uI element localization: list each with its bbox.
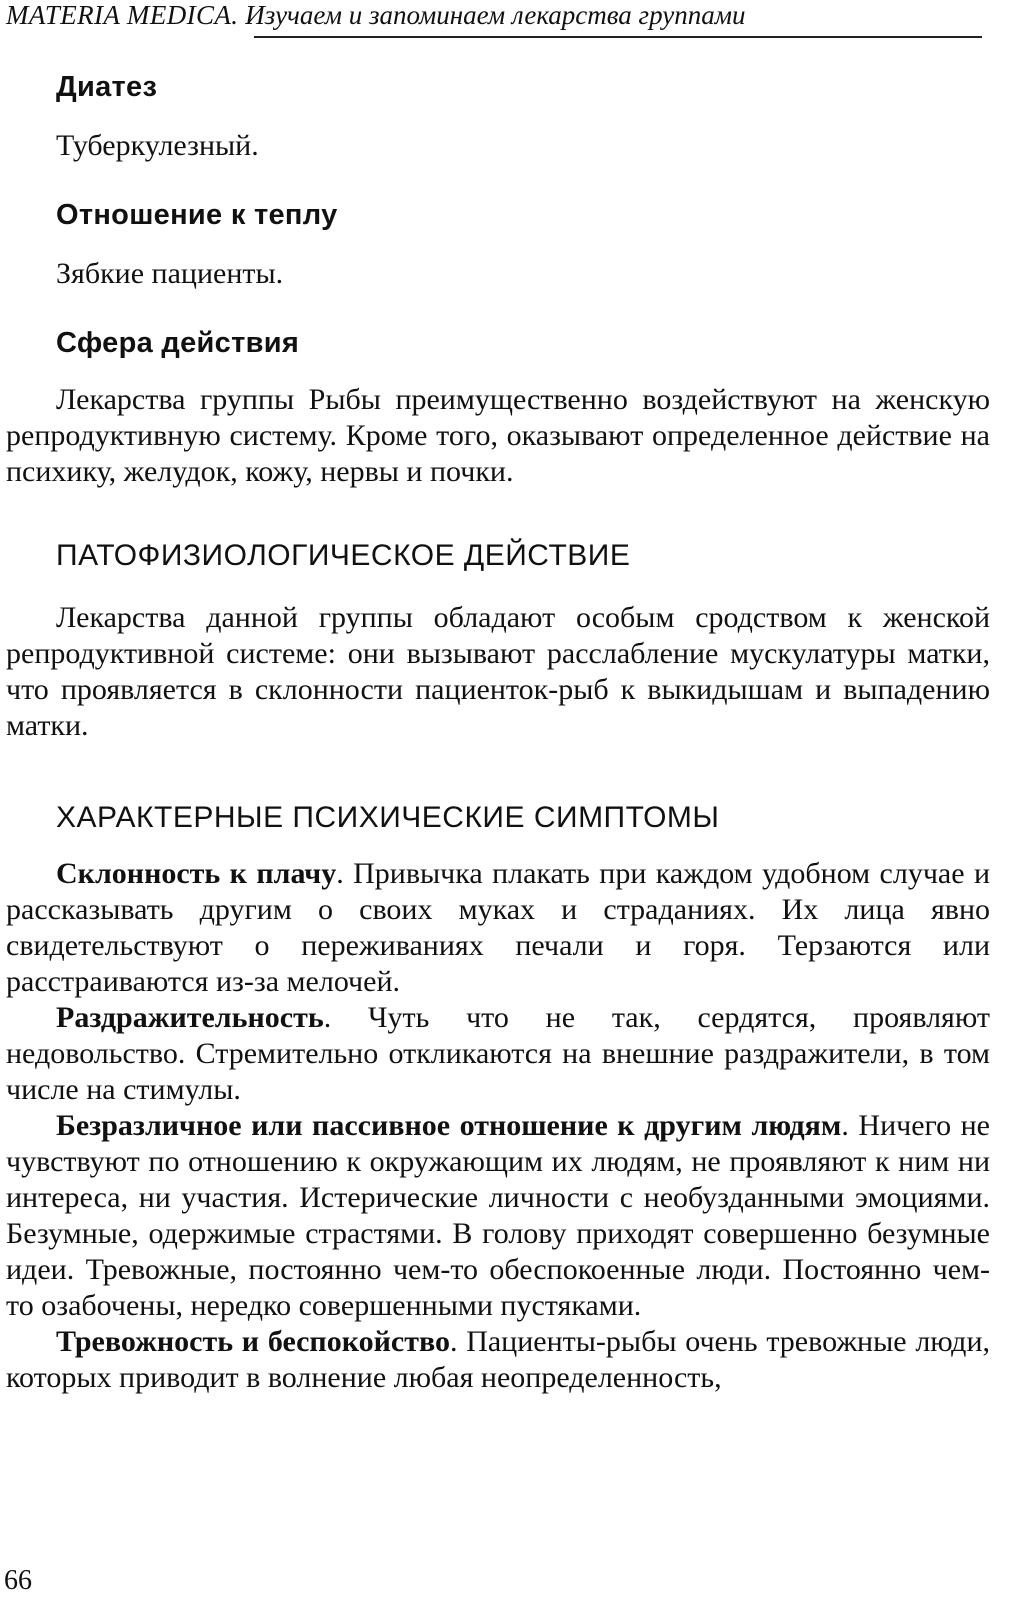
symptom-weeping-title: Склонность к плачу <box>56 857 337 890</box>
symptom-anxiety-title: Тревожность и беспокойство <box>56 1325 450 1358</box>
symptom-irritability-text: . Чуть что не так, сердятся, проявляют недовольство. Стремительно откликаются на внешние раздражители, в том числе на стимулы. <box>6 1001 990 1106</box>
symptom-indifference <box>6 1108 990 1324</box>
symptom-indifference-text: . Ничего не чувствуют по отношению к окружающим их людям, не проявляют к ним ни интереса, ни участия. Истерические личности с необузданными эмоциями. Безумные, одержимые страстями. В голову приходят совершенно безумные идеи. Тревожные, постоянно чем-то обеспокоенные люди. Постоянно чем-то озабочены, нередко совершенными пустяками. <box>6 1109 990 1322</box>
symptom-anxiety-text: . Пациенты-рыбы очень тревожные люди, которых приводит в волнение любая неопределенность, <box>6 1325 991 1394</box>
sphere-text: Лекарства группы Рыбы преимущественно воздействуют на женскую репродуктивную систему. Кроме того, оказывают определенное действие на психику, желудок, кожу, нервы и почки. <box>6 383 990 488</box>
header-rule <box>254 36 982 38</box>
page-content <box>6 60 990 1396</box>
pathophysiology-heading: ПАТОФИЗИОЛОГИЧЕСКОЕ ДЕЙСТВИЕ <box>56 539 631 572</box>
heat-heading: Отношение к теплу <box>56 199 338 231</box>
header-title: MATERIA MEDICA. <box>6 0 239 30</box>
symptom-weeping <box>6 856 990 1000</box>
diathesis-heading: Диатез <box>56 71 158 103</box>
mental-symptoms-heading: ХАРАКТЕРНЫЕ ПСИХИЧЕСКИЕ СИМПТОМЫ <box>56 801 720 834</box>
symptom-irritability <box>6 1000 990 1108</box>
page-number: 66 <box>4 1565 32 1596</box>
running-header <box>6 0 996 34</box>
symptom-weeping-text: . Привычка плакать при каждом удобном случае и рассказывать другим о своих муках и страданиях. Их лица явно свидетельствуют о переживаниях печали и горя. Терзаются или расстраиваются из-за мелочей. <box>6 857 990 998</box>
sphere-heading: Сфера действия <box>56 327 300 359</box>
pathophysiology-text: Лекарства данной группы обладают особым сродством к женской репродуктивной системе: они вызывают расслабление мускулатуры матки, что проявляется в склонности пациенток-рыб к выкидышам и выпадению матки. <box>6 601 990 742</box>
header-subtitle: Изучаем и запоминаем лекарства группами <box>245 0 746 30</box>
symptom-irritability-title: Раздражительность <box>56 1001 324 1034</box>
heat-text: Зябкие пациенты. <box>56 257 284 290</box>
symptom-indifference-title: Безразличное или пассивное отношение к другим людям <box>56 1109 842 1142</box>
diathesis-text: Туберкулезный. <box>56 129 259 162</box>
symptom-anxiety <box>6 1324 990 1396</box>
